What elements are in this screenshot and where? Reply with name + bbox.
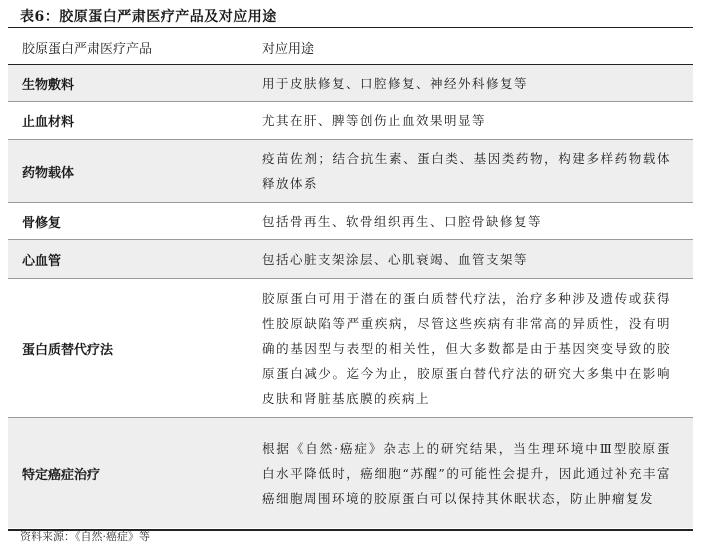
table-row <box>8 418 693 528</box>
row-product-name: 特定癌症治疗 <box>22 467 101 483</box>
table-row <box>8 240 693 279</box>
header-usage: 对应用途 <box>262 42 315 57</box>
row-product-name: 骨修复 <box>22 215 62 231</box>
row-usage-text: 包括心脏支架涂层、心肌衰竭、血管支架等 <box>262 251 529 267</box>
table-row <box>8 203 693 240</box>
row-usage-text: 尤其在肝、脾等创伤止血效果明显等 <box>262 113 487 128</box>
row-product-name: 蛋白质替代疗法 <box>22 342 114 358</box>
row-product-name: 生物敷料 <box>22 77 75 93</box>
row-usage-text: 胶原蛋白可用于潜在的蛋白质替代疗法，治疗多种涉及遗传或获得性胶原缺陷等严重疾病，尽管这些疾病有非常高的异质性，没有明确的基因型与表型的相关性，但大多数都是由于基因突变导致的胶原蛋白减少。迄今为止，胶原蛋白替代疗法的研究大多集中在影响皮肤和肾脏基底膜的疾病上 <box>262 290 671 406</box>
header-product: 胶原蛋白严肃医疗产品 <box>22 42 153 57</box>
row-product-name: 止血材料 <box>22 115 75 130</box>
table-header <box>8 28 693 65</box>
table-row <box>8 140 693 203</box>
row-product-name: 心血管 <box>22 253 62 269</box>
source-note: 资料来源：《自然·癌症》等 <box>20 530 150 543</box>
row-usage-text: 包括骨再生、软骨组织再生、口腔骨缺修复等 <box>262 213 543 229</box>
row-usage-text: 根据《自然·癌症》杂志上的研究结果，当生理环境中Ⅲ型胶原蛋白水平降低时，癌细胞“苏醒”的可能性会提升，因此通过补充丰富癌细胞周围环境的胶原蛋白可以保持其休眠状态，防止肿瘤复发 <box>262 440 671 506</box>
table-title: 表6：胶原蛋白严肃医疗产品及对应用途 <box>20 9 277 25</box>
table-row <box>8 102 693 140</box>
row-usage-text: 疫苗佐剂；结合抗生素、蛋白类、基因类药物，构建多样药物载体释放体系 <box>262 151 671 191</box>
table-row <box>8 65 693 102</box>
row-usage-text: 用于皮肤修复、口腔修复、神经外科修复等 <box>262 75 529 91</box>
row-product-name: 药物载体 <box>22 165 75 181</box>
table-row <box>8 279 693 418</box>
